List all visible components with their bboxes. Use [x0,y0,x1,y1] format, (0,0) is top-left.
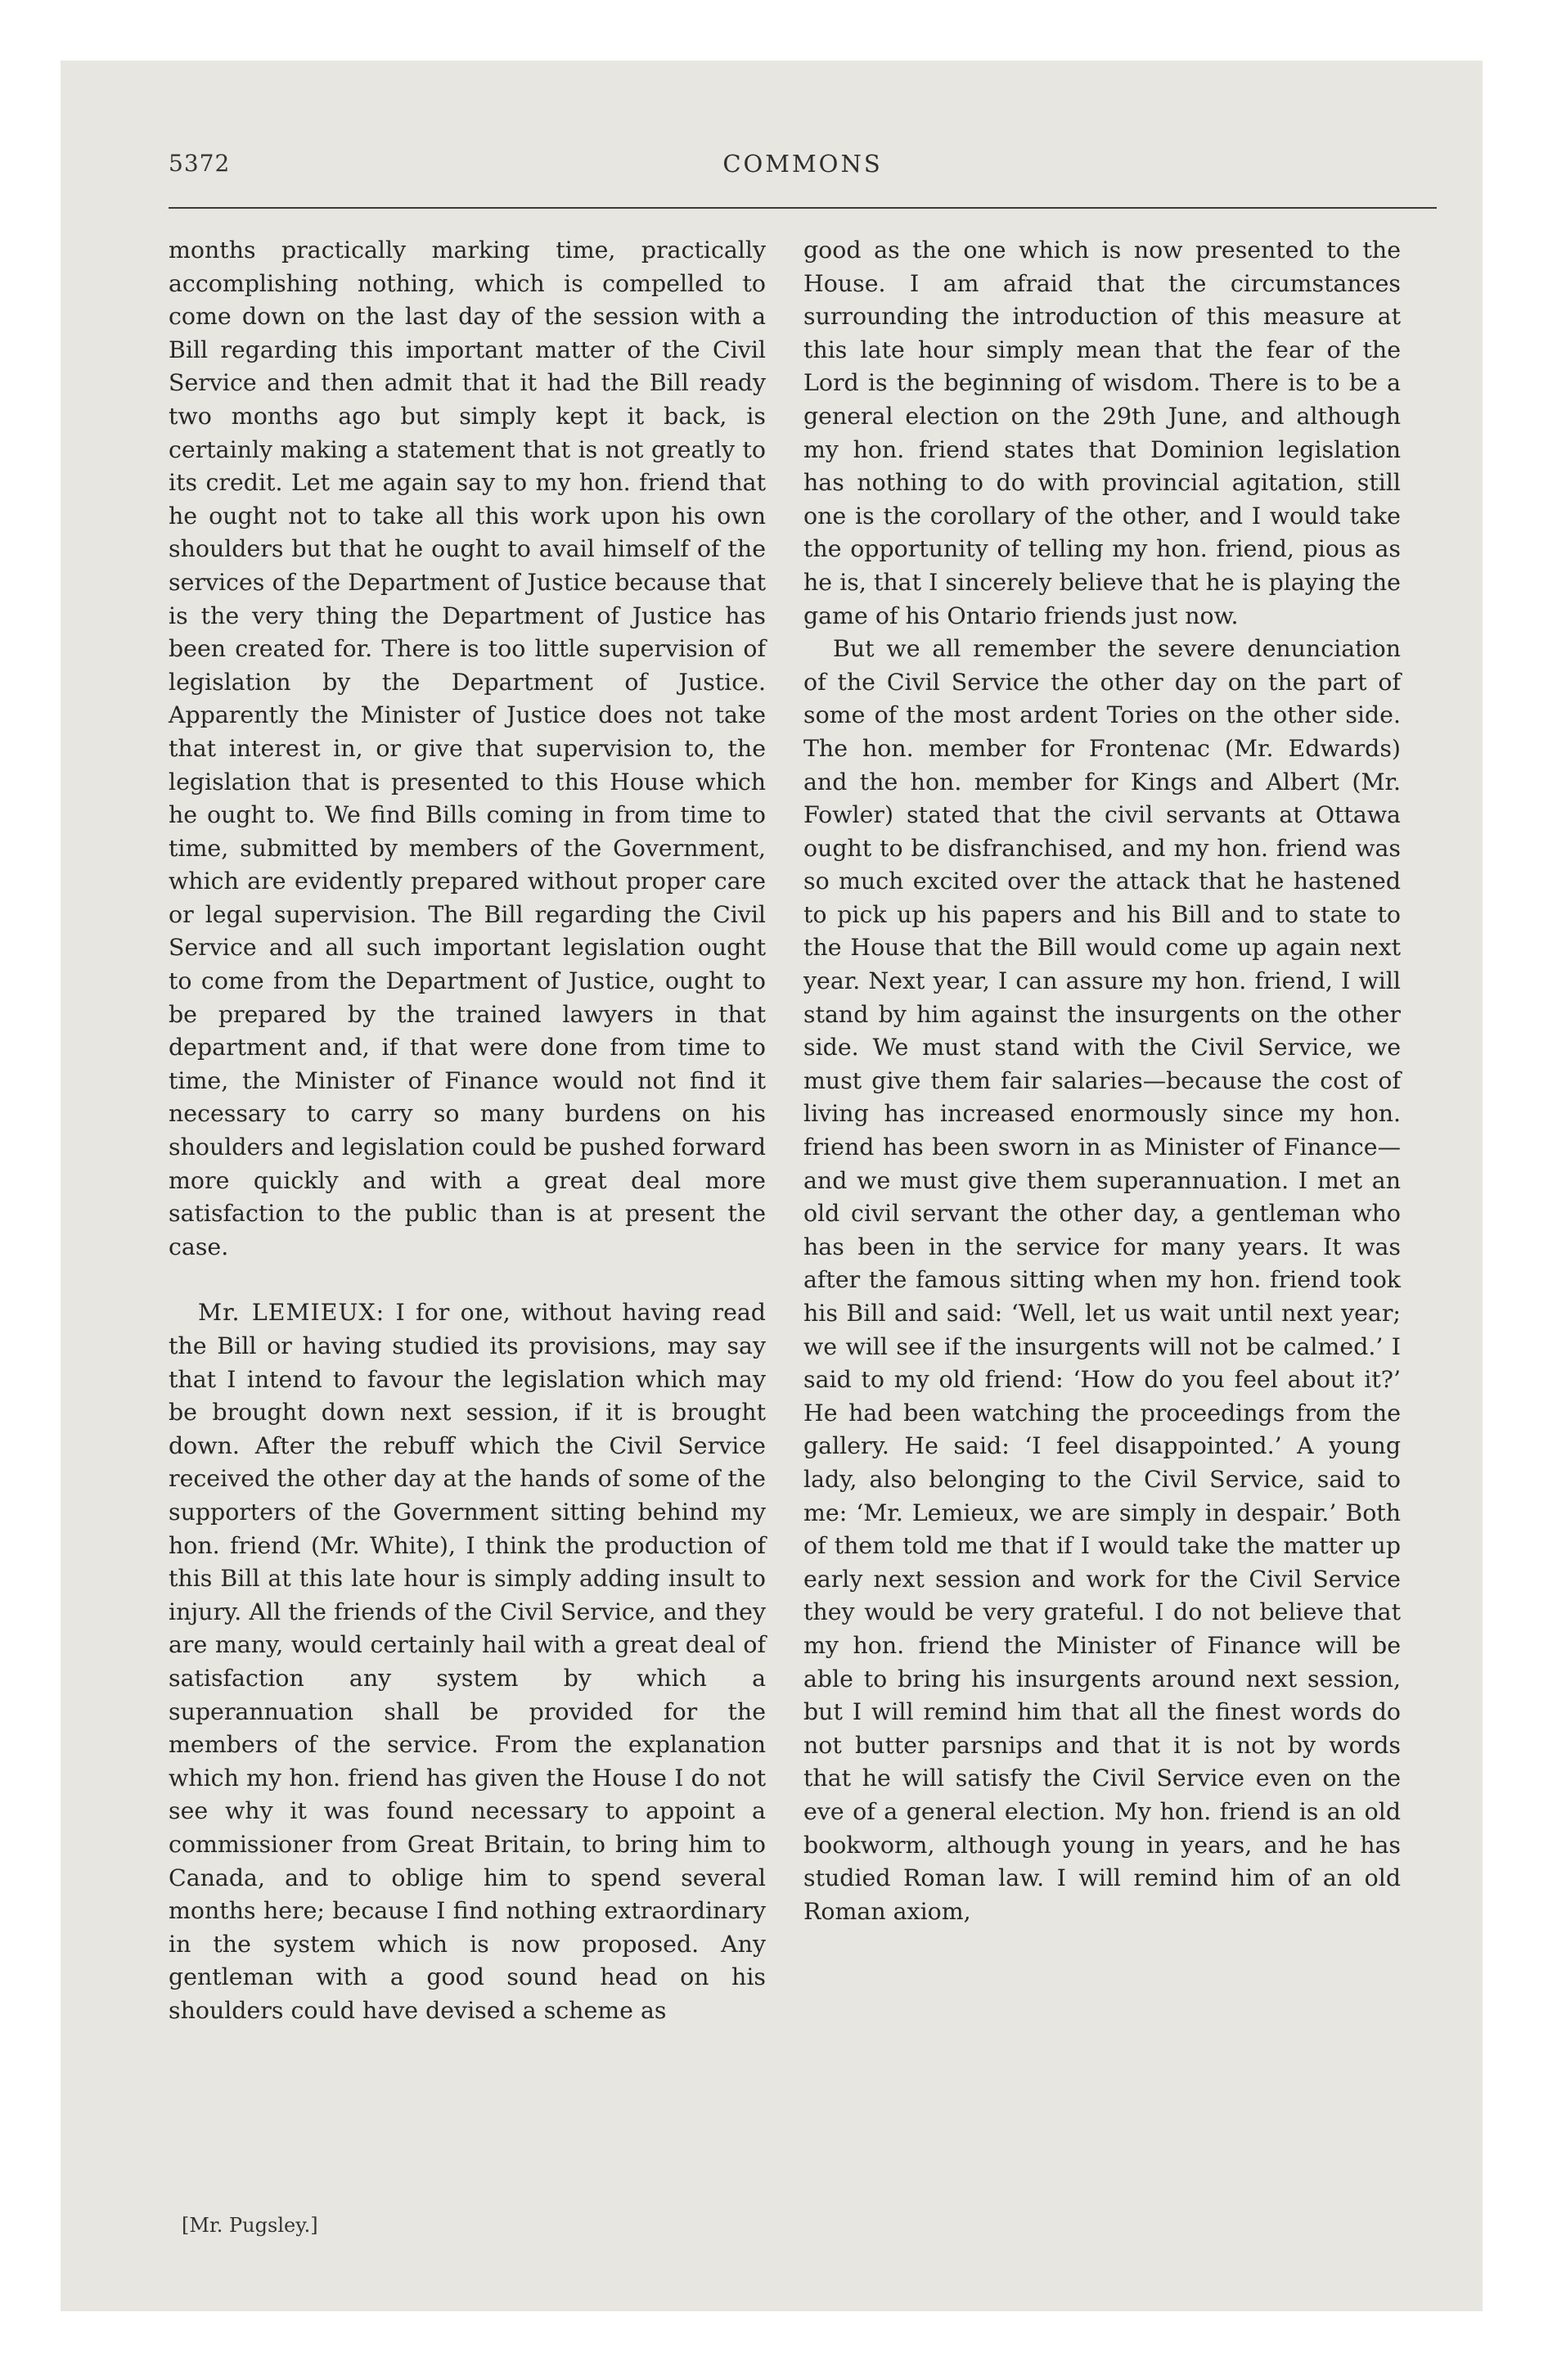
speech-text: I for one, without having read the Bill or having studied its provisions, may say that I intend to favour the legislation which may be brought down next session, if it is brought down. After the rebuff which the Civil Service received the other day at the hands of some of the supporters of the Government sitting behind my hon. friend (Mr. White), I think the production of this Bill at this late hour is simply adding insult to injury. All the friends of the Civil Service, and they are many, would certainly hail with a great deal of satisfaction any system by which a superannuation shall be provided for the members of the service. From the explanation which my hon. friend has given the House I do not see why it was found necessary to appoint a commissioner from Great Britain, to bring him to Canada, and to oblige him to spend several months here; because I find nothing extraordinary in the system which is now proposed. Any gentleman with a good sound head on his shoulders could have devised a scheme as [169,1299,766,2024]
page-number: 5372 [169,150,231,177]
left-column [169,234,766,2027]
speaker-attribution: [Mr. Pugsley.] [182,2214,318,2237]
running-head: COMMONS [722,150,883,178]
right-column [803,234,1401,1928]
right-paragraph-2: But we all remember the severe denunciation of the Civil Service the other day on the part of some of the most ardent Tories on the other side. The hon. member for Frontenac (Mr. Edwards) and the hon. member for Kings and Albert (Mr. Fowler) stated that the civil servants at Ottawa ought to be disfranchised, and my hon. friend was so much excited over the attack that he hastened to pick up his papers and his Bill and to state to the House that the Bill would come up again next year. Next year, I can assure my hon. friend, I will stand by him against the insurgents on the other side. We must stand with the Civil Service, we must give them fair salaries—because the cost of living has increased enormously since my hon. friend has been sworn in as Minister of Finance—and we must give them superannuation. I met an old civil servant the other day, a gentleman who has been in the service for many years. It was after the famous sitting when my hon. friend took his Bill and said: ‘Well, let us wait until next year; we will see if the insurgents will not be calmed.’ I said to my old friend: ‘How do you feel about it?’ He had been watching the proceedings from the gallery. He said: ‘I feel disappointed.’ A young lady, also belonging to the Civil Service, said to me: ‘Mr. Lemieux, we are simply in despair.’ Both of them told me that if I would take the matter up early next session and work for the Civil Service they would be very grateful. I do not believe that my hon. friend the Minister of Finance will be able to bring his insurgents around next session, but I will remind him that all the finest words do not butter parsnips and that it is not by words that he will satisfy the Civil Service even on the eve of a general election. My hon. friend is an old bookworm, although young in years, and he has studied Roman law. I will remind him of an old Roman axiom, [803,635,1401,1925]
right-paragraph-1: good as the one which is now presented to the House. I am afraid that the circumstances surrounding the introduction of this measure at this late hour simply mean that the fear of the Lord is the beginning of wisdom. There is to be a general election on the 29th June, and although my hon. friend states that Dominion legislation has nothing to do with provincial agitation, still one is the corollary of the other, and I would take the opportunity of telling my hon. friend, pious as he is, that I sincerely believe that he is playing the game of his Ontario friends just now. [803,237,1401,629]
header-rule [169,207,1437,209]
left-paragraph-1: months practically marking time, practically accomplishing nothing, which is compelled to come down on the last day of the session with a Bill regarding this important matter of the Civil Service and then admit that it had the Bill ready two months ago but simply kept it back, is certainly making a statement that is not greatly to its credit. Let me again say to my hon. friend that he ought not to take all this work upon his own shoulders but that he ought to avail himself of the services of the Department of Justice because that is the very thing the Department of Justice has been created for. There is too little supervision of legislation by the Department of Justice. Apparently the Minister of Justice does not take that interest in, or give that supervision to, the legislation that is presented to this House which he ought to. We find Bills coming in from time to time, submitted by members of the Government, which are evidently prepared without proper care or legal supervision. The Bill regarding the Civil Service and all such important legislation ought to come from the Department of Justice, ought to be prepared by the trained lawyers in that department and, if that were done from time to time, the Minister of Finance would not find it necessary to carry so many burdens on his shoulders and legislation could be pushed forward more quickly and with a great deal more satisfaction to the public than is at present the case. [169,237,766,1260]
speaker-name: Mr. LEMIEUX: [198,1299,385,1327]
left-paragraph-2 [169,1296,766,2027]
